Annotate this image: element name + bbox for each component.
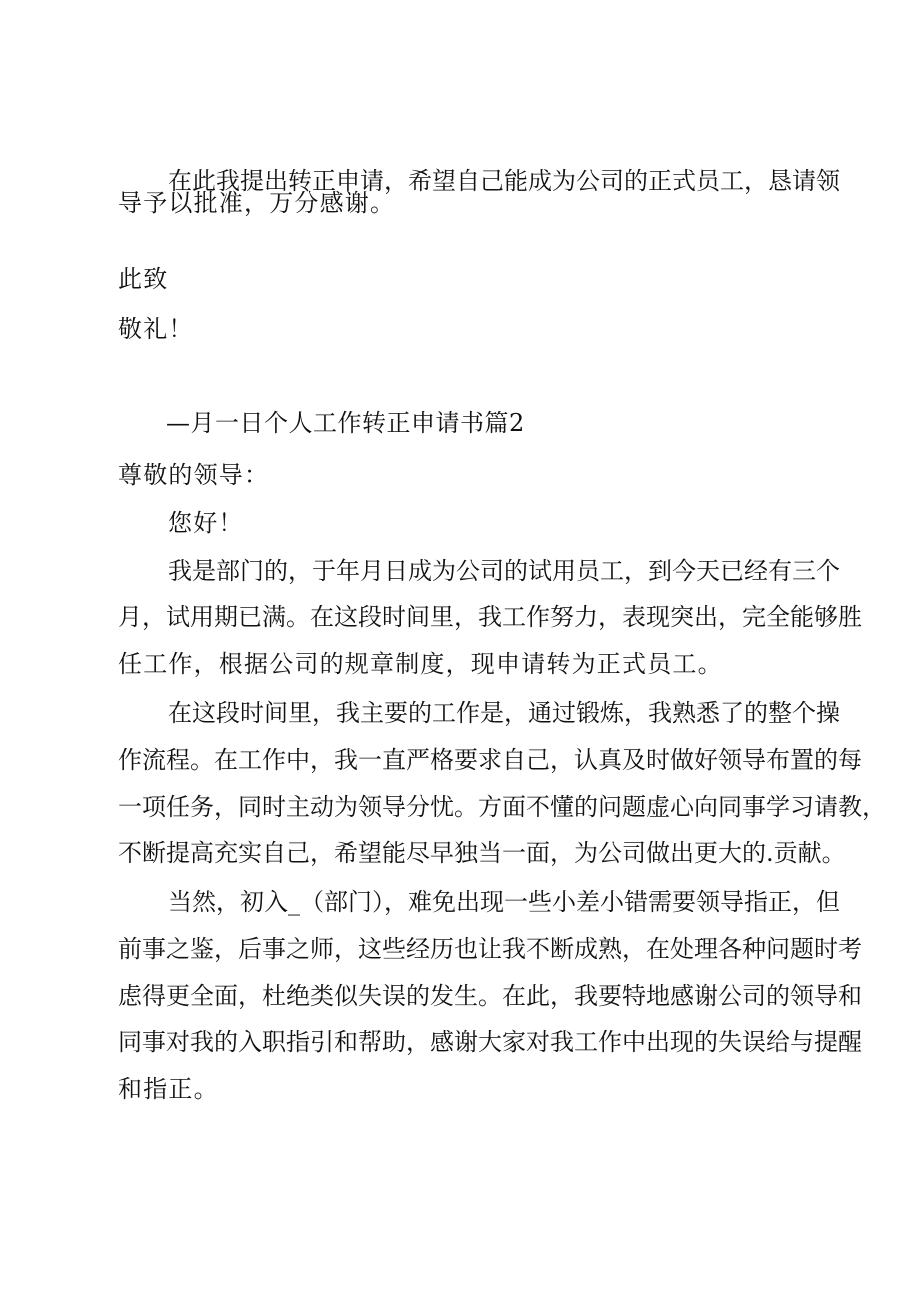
greeting-to: 尊敬的领导：: [118, 461, 270, 489]
paragraph-3-line-3: 虑得更全面，杜绝类似失误的发生。在此，我要特地感谢公司的领导和: [118, 982, 862, 1010]
paragraph-3-line-5: 和指正。: [118, 1075, 219, 1103]
closing-paragraph-line-2: 导予以批准，万分感谢。: [118, 189, 396, 217]
paragraph-3-line-4: 同事对我的入职指引和帮助，感谢大家对我工作中出现的失误给与提醒: [118, 1028, 862, 1056]
paragraph-2-line-1: 在这段时间里，我主要的工作是，通过锻炼，我熟悉了的整个操: [168, 699, 840, 727]
paragraph-1-line-3: 任工作，根据公司的规章制度，现申请转为正式员工。: [118, 650, 723, 678]
paragraph-2-line-4: 不断提高充实自己，希望能尽早独当一面，为公司做出更大的.贡献。: [118, 839, 846, 867]
closing-paragraph-line-1: 在此我提出转正申请，希望自己能成为公司的正式员工，恳请领: [168, 167, 840, 195]
regards: 敬礼！: [118, 315, 194, 343]
hello-line: 您好！: [168, 509, 244, 537]
paragraph-2-line-2: 作流程。在工作中，我一直严格要求自己，认真及时做好领导布置的每: [118, 746, 862, 774]
paragraph-1-line-2: 月，试用期已满。在这段时间里，我工作努力，表现突出，完全能够胜: [118, 603, 862, 631]
salutation-close: 此致: [118, 265, 169, 293]
paragraph-3-line-2: 前事之鉴，后事之师，这些经历也让我不断成熟，在处理各种问题时考: [118, 935, 862, 963]
section-title: —月一日个人工作转正申请书篇2: [166, 409, 525, 437]
paragraph-1-line-1: 我是部门的，于年月日成为公司的试用员工，到今天已经有三个: [168, 557, 840, 585]
paragraph-2-line-3: 一项任务，同时主动为领导分忧。方面不懂的问题虚心向同事学习请教，: [118, 793, 886, 821]
paragraph-3-line-1: 当然，初入_（部门），难免出现一些小差小错需要领导指正，但: [168, 888, 840, 916]
